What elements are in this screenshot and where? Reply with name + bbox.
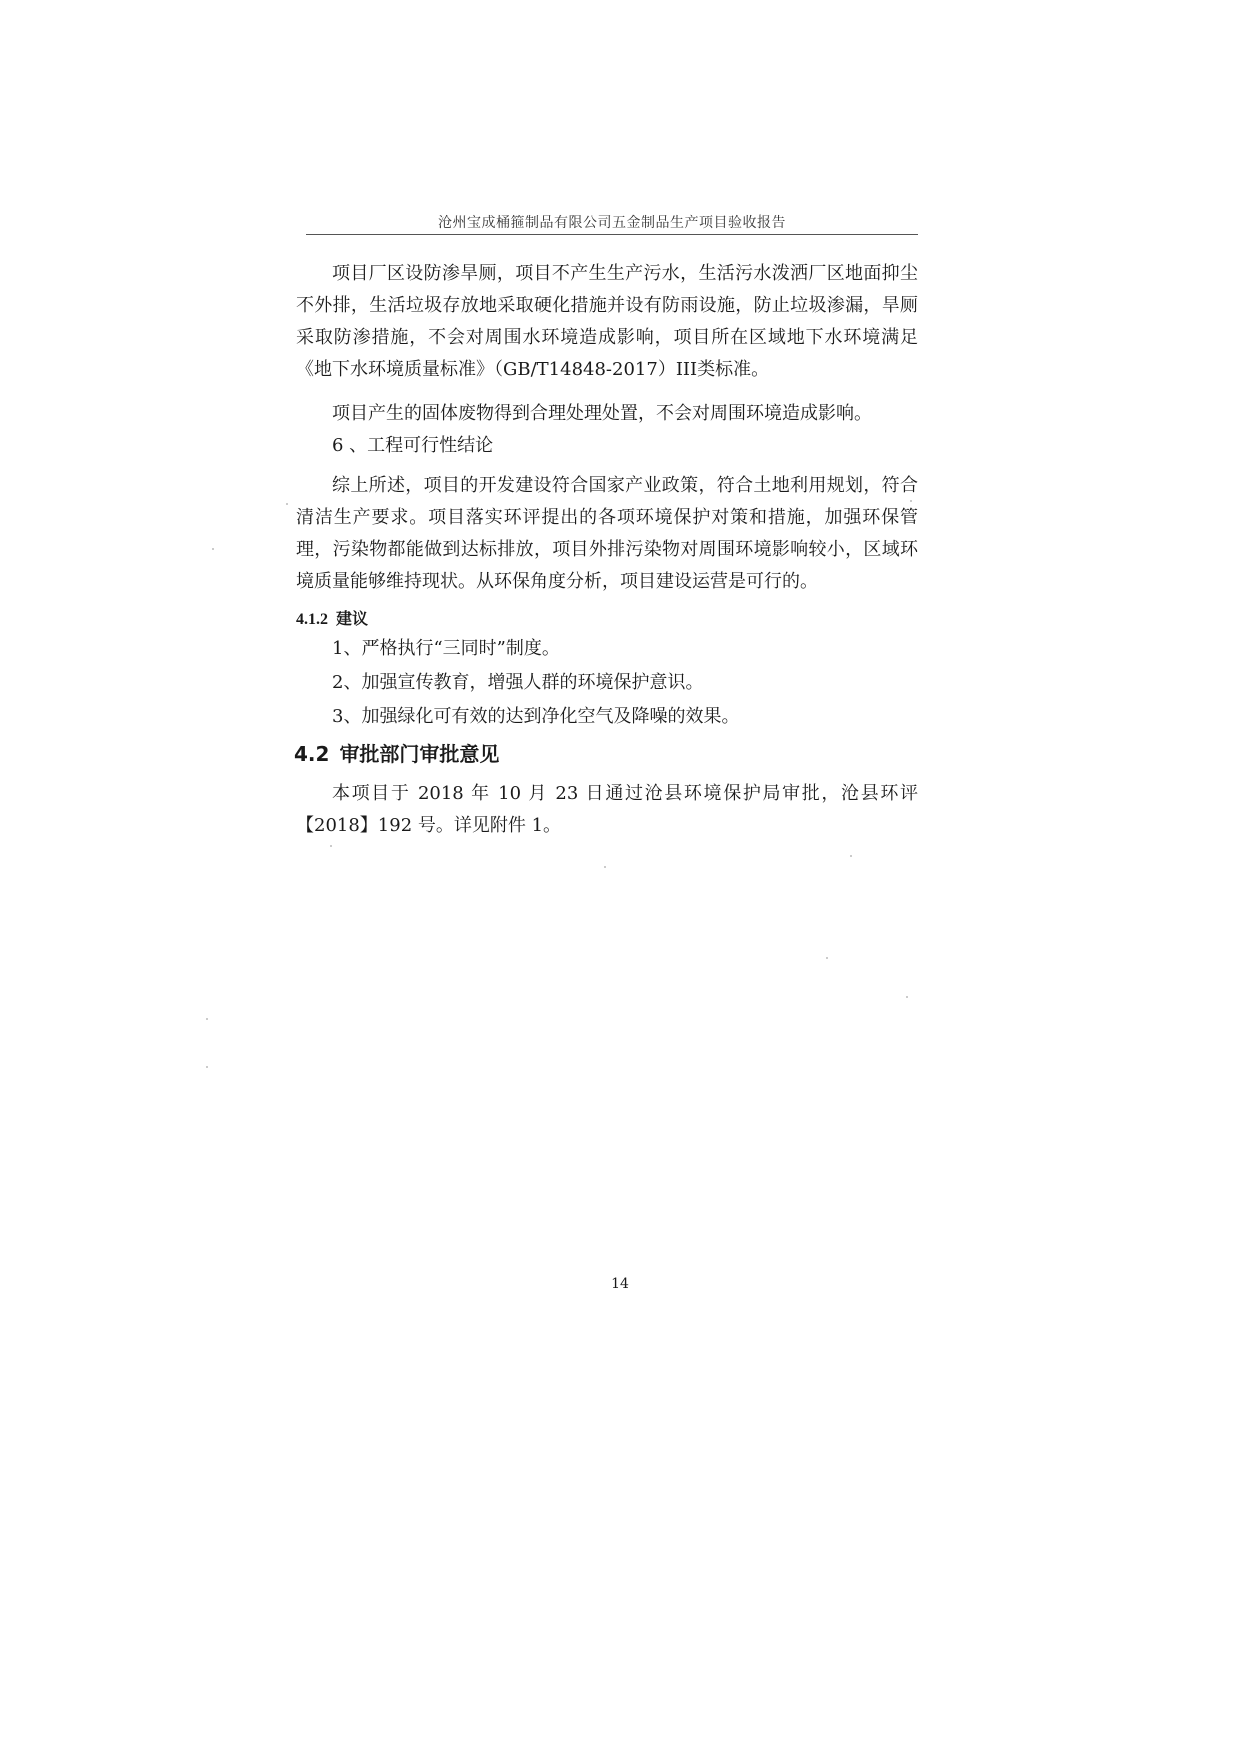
header-rule (306, 234, 918, 235)
scan-speck (212, 548, 214, 550)
feasibility-heading (296, 430, 918, 462)
paragraph-text: 综上所述，项目的开发建设符合国家产业政策，符合土地利用规划，符合清洁生产要求。项目落实环评提出的各项环境保护对策和措施，加强环保管理，污染物都能做到达标排放，项目外排污染物对周围环境影响较小，区域环境质量能够维持现状。从环保角度分析，项目建设运营是可行的。 (296, 475, 918, 592)
scan-speck (826, 957, 828, 959)
scan-speck (286, 503, 288, 505)
scan-speck (910, 500, 912, 502)
list-item: 1、严格执行“三同时”制度。 (332, 638, 560, 659)
approval-heading (294, 738, 499, 767)
list-item: 3、加强绿化可有效的达到净化空气及降噪的效果。 (332, 706, 740, 727)
approval-title: 审批部门审批意见 (339, 742, 500, 766)
suggestions-list (332, 632, 739, 734)
scan-speck (330, 845, 332, 847)
paragraph-groundwater (296, 258, 918, 386)
scan-speck (850, 855, 852, 857)
scan-speck (906, 996, 908, 998)
suggestions-title: 建议 (336, 611, 369, 628)
scan-speck (604, 866, 606, 868)
scan-speck (206, 1066, 208, 1068)
paragraph-conclusion (296, 470, 918, 598)
list-item: 2、加强宣传教育，增强人群的环境保护意识。 (332, 672, 704, 693)
scan-speck (206, 1018, 208, 1020)
heading-text: 6 、工程可行性结论 (332, 435, 494, 456)
suggestions-number: 4.1.2 (296, 611, 328, 628)
suggestions-heading (296, 606, 368, 629)
paragraph-text: 项目产生的固体废物得到合理处理处置，不会对周围环境造成影响。 (332, 403, 872, 424)
paragraph-text: 本项目于 2018 年 10 月 23 日通过沧县环境保护局审批，沧县环评【2018】192 号。详见附件 1。 (296, 783, 918, 836)
paragraph-approval (296, 778, 918, 842)
approval-number: 4.2 (294, 742, 330, 766)
page-number: 14 (611, 1276, 629, 1292)
page-header: 沧州宝成桶箍制品有限公司五金制品生产项目验收报告 (438, 215, 786, 231)
paragraph-solid-waste (296, 398, 918, 430)
paragraph-text: 项目厂区设防渗旱厕，项目不产生生产污水，生活污水泼洒厂区地面抑尘不外排，生活垃圾存放地采取硬化措施并设有防雨设施，防止垃圾渗漏，旱厕采取防渗措施，不会对周围水环境造成影响，项目所在区域地下水环境满足《地下水环境质量标准》（GB/T14848-2017）III类标准。 (296, 263, 918, 380)
